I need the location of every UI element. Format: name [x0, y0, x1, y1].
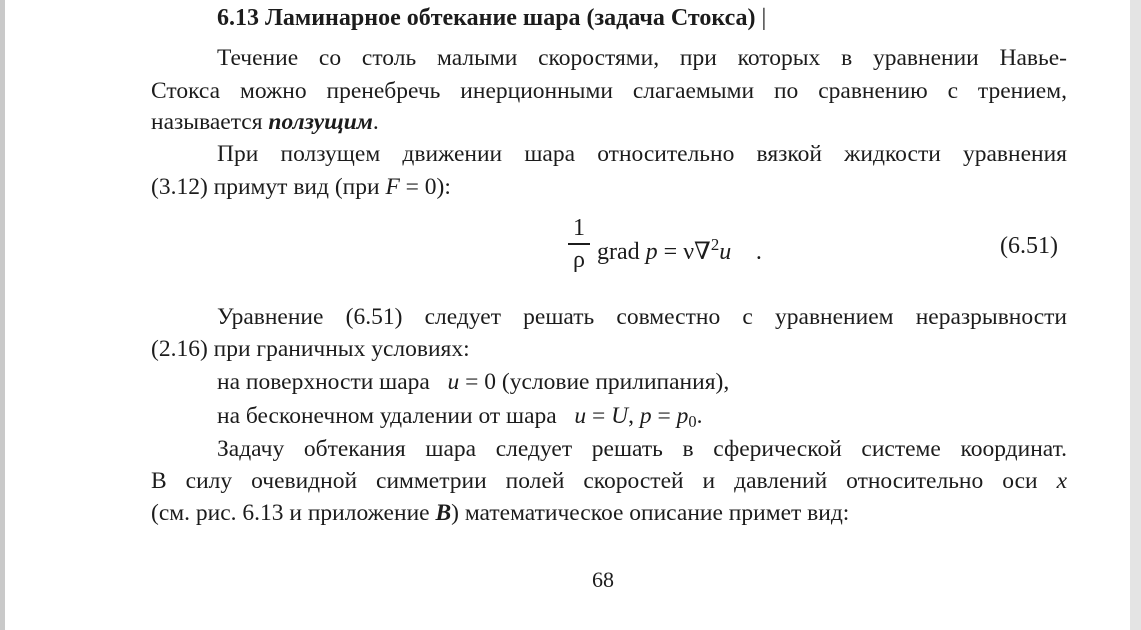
text: (см. рис. 6.13 и приложение: [151, 500, 430, 526]
term-creeping: ползущим: [268, 109, 373, 135]
text: (3.12) примут вид (при: [151, 174, 380, 200]
text: на поверхности шара: [217, 369, 430, 395]
text: ,: [628, 403, 634, 429]
paragraph-3-line-1: Уравнение (6.51) следует решать совместно с уравнением неразрывности: [217, 304, 1067, 330]
eq-p: p: [645, 239, 658, 266]
paragraph-1-line-2: Стокса можно пренебречь инерционными слагаемыми по сравнению с трением,: [151, 78, 1067, 104]
text: на бесконечном удалении от шара: [217, 403, 557, 429]
eq-equals: =: [657, 239, 684, 266]
text: .: [372, 109, 379, 135]
viewer-background: [1130, 0, 1141, 630]
fraction-one-over-rho: [565, 213, 593, 275]
fraction-numerator: 1: [573, 215, 585, 241]
var-p: p: [639, 403, 652, 429]
paragraph-1-line-3: [151, 107, 379, 137]
var-u: u: [447, 369, 460, 395]
fraction-denominator: ρ: [573, 246, 585, 273]
text: = 0):: [405, 174, 451, 200]
page-number: 68: [592, 567, 614, 592]
var-x: x: [1056, 468, 1067, 494]
eq-end: .: [749, 239, 762, 266]
paragraph-4-line-1: Задачу обтекания шара следует решать в сферической системе координат.: [217, 436, 1067, 462]
subscript-0: 0: [688, 412, 697, 432]
text: В силу очевидной симметрии полей скоростей и давлений относительно оси: [151, 468, 1038, 494]
equation-number: (6.51): [1000, 233, 1058, 259]
section-heading: [217, 3, 766, 33]
text: .: [696, 403, 703, 429]
text: = 0 (условие прилипания),: [465, 369, 730, 395]
section-title: Ламинарное обтекание шара (задача Стокса): [265, 5, 756, 31]
paragraph-3-line-2: (2.16) при граничных условиях:: [151, 336, 470, 362]
boundary-condition-2: [217, 401, 702, 437]
eq-power: 2: [710, 235, 720, 254]
paragraph-2-line-1: При ползущем движении шара относительно вязкой жидкости уравнения: [217, 141, 1067, 167]
text-cursor: |: [761, 5, 767, 31]
eq-vec-u: u⃗: [719, 239, 750, 266]
section-number: 6.13: [217, 5, 259, 31]
var-u: u: [574, 403, 587, 429]
text: =: [586, 403, 612, 429]
text: =: [651, 403, 677, 429]
paragraph-1-line-1: Течение со столь малыми скоростями, при которых в уравнении Навье-: [217, 45, 1067, 71]
equation-body: [597, 228, 762, 269]
paragraph-2-line-2: [151, 172, 451, 202]
boundary-condition-1: [217, 367, 729, 397]
var-F: F: [385, 174, 400, 200]
appendix-ref: B: [435, 500, 452, 526]
var-p0: p: [676, 403, 689, 429]
eq-grad: grad: [597, 239, 640, 266]
text: ) математическое описание примет вид:: [451, 500, 850, 526]
var-U: U: [611, 403, 629, 429]
eq-nu-nabla: ν∇: [683, 239, 711, 266]
text: называется: [151, 109, 263, 135]
paragraph-4-line-2: [151, 466, 1067, 496]
paragraph-4-line-3: [151, 498, 849, 528]
